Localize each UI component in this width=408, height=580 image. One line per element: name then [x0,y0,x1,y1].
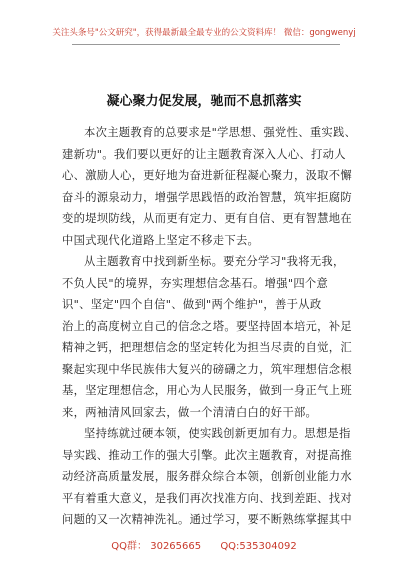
text-line: 治上的高度树立自己的信念之塔。要坚持固本培元，补足 [62,319,352,333]
text-line: 精神之钙，把理想信念的坚定转化为担当尽责的自觉，汇 [62,341,352,354]
text-line: 问题的又一次精神洗礼。通过学习，要不断熟练掌握其中 [62,513,352,526]
header-divider [72,44,340,45]
text-line: 从主题教育中找到新坐标。要充分学习"我将无我， [84,255,345,268]
footer-qq-number: QQ:535304092 [220,541,297,552]
text-line: 奋斗的源泉动力，增强学思践悟的政治智慧，筑牢拒腐防 [62,190,352,204]
text-line: 识"、坚定"四个自信"、做到"两个维护"，善于从政 [62,298,322,311]
text-line: 不负人民"的境界，夯实理想信念基石。增强"四个意 [62,276,329,290]
text-line: 本次主题教育的总要求是"学思想、强党性、重实践、 [84,126,357,139]
text-line: 变的堤坝防线，从而更有定力、更有自信、更有智慧地在 [62,212,352,225]
paragraph-2 [62,251,352,423]
document-title: 凝心聚力促发展，驰而不息抓落实 [106,94,302,109]
text-line: 导实践、推动工作的强大引擎。此次主题教育，对提高推 [62,448,352,462]
document-body [62,122,357,531]
paragraph-1 [62,122,357,251]
paragraph-3 [62,423,352,531]
text-line: 中国式现代化道路上坚定不移走下去。 [62,233,260,247]
text-line: 来，两袖清风回家去，做一个清清白白的好干部。 [62,405,318,419]
text-line: 坚持练就过硬本领，使实践创新更加有力。思想是指 [84,427,351,440]
footer-contact [0,537,408,552]
text-line: 聚起实现中华民族伟大复兴的磅礴之力，筑牢理想信念根 [62,362,352,376]
text-line: 平有着重大意义，是我们再次找准方向、找到差距、找对 [62,491,352,505]
text-line: 建新功"。我们要以更好的让主题教育深入人心、打动人 [62,147,346,161]
header-banner: 关注头条号"公文研究"，获得最新最全最专业的公文资料库！ 微信：gongwenyj [52,28,356,38]
text-line: 动经济高质量发展，服务群众综合本领，创新创业能力水 [62,470,352,483]
text-line: 基，坚定理想信念，用心为人民服务，做到一身正气上班 [62,384,352,397]
footer-qq-group: QQ群： 30265665 [111,541,202,552]
text-line: 心、激励人心，更好地为奋进新征程凝心聚力，汲取不懈 [62,169,352,182]
